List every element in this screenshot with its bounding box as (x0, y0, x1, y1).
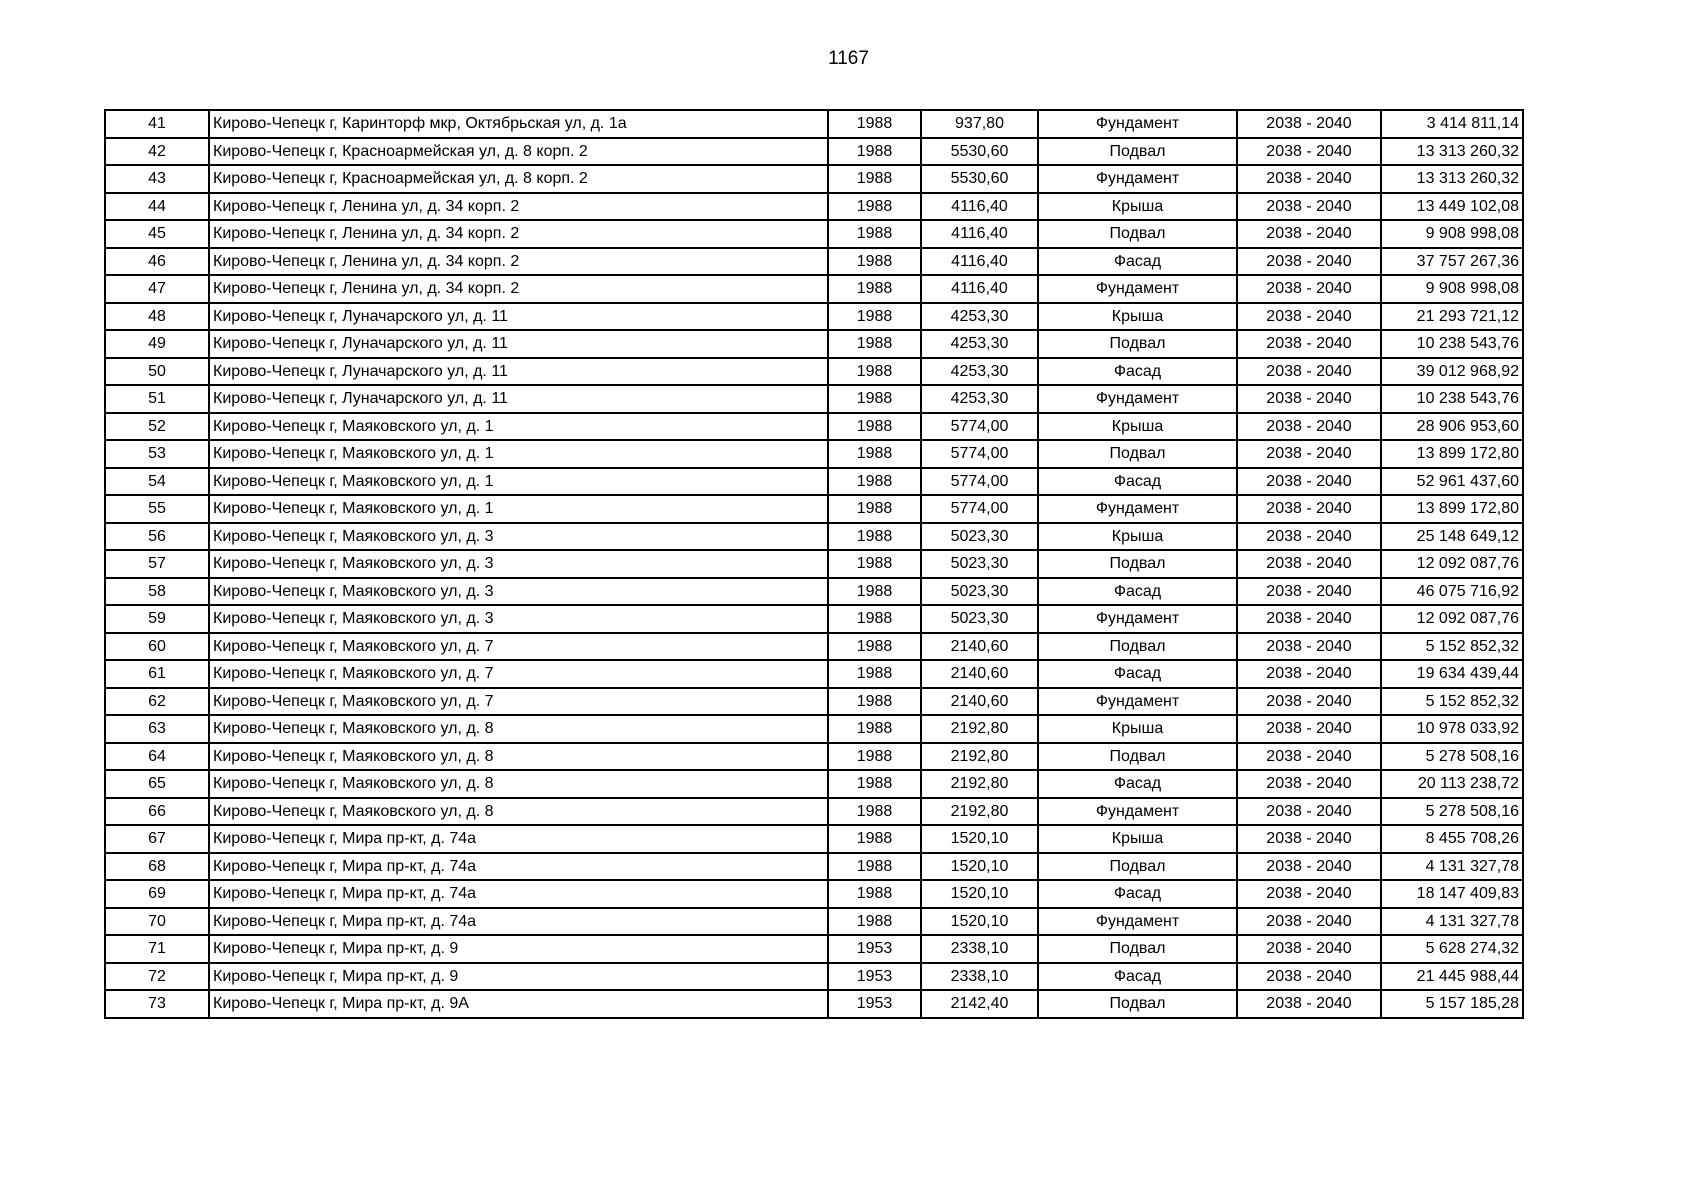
table-row (105, 990, 1523, 1018)
area-cell: 5774,00 (921, 413, 1038, 441)
table-row (105, 165, 1523, 193)
repair-period-cell: 2038 - 2040 (1237, 605, 1381, 633)
repair-period-cell: 2038 - 2040 (1237, 413, 1381, 441)
area-cell: 1520,10 (921, 908, 1038, 936)
structural-element-cell: Крыша (1038, 193, 1237, 221)
row-number-cell: 44 (105, 193, 209, 221)
row-number-cell: 59 (105, 605, 209, 633)
structural-element-cell: Подвал (1038, 330, 1237, 358)
address-cell: Кирово-Чепецк г, Мира пр-кт, д. 74а (209, 853, 828, 881)
row-number-cell: 68 (105, 853, 209, 881)
structural-element-cell: Крыша (1038, 303, 1237, 331)
build-year-cell: 1988 (828, 220, 921, 248)
repair-period-cell: 2038 - 2040 (1237, 523, 1381, 551)
build-year-cell: 1988 (828, 248, 921, 276)
cost-cell: 13 313 260,32 (1381, 138, 1523, 166)
build-year-cell: 1988 (828, 743, 921, 771)
area-cell: 4253,30 (921, 330, 1038, 358)
build-year-cell: 1988 (828, 110, 921, 138)
area-cell: 2140,60 (921, 660, 1038, 688)
table-row (105, 963, 1523, 991)
repair-period-cell: 2038 - 2040 (1237, 688, 1381, 716)
area-cell: 4116,40 (921, 220, 1038, 248)
build-year-cell: 1988 (828, 688, 921, 716)
row-number-cell: 55 (105, 495, 209, 523)
area-cell: 4116,40 (921, 275, 1038, 303)
cost-cell: 3 414 811,14 (1381, 110, 1523, 138)
row-number-cell: 49 (105, 330, 209, 358)
area-cell: 4116,40 (921, 193, 1038, 221)
cost-cell: 18 147 409,83 (1381, 880, 1523, 908)
build-year-cell: 1953 (828, 963, 921, 991)
build-year-cell: 1988 (828, 605, 921, 633)
table-row (105, 220, 1523, 248)
address-cell: Кирово-Чепецк г, Маяковского ул, д. 8 (209, 743, 828, 771)
repair-period-cell: 2038 - 2040 (1237, 193, 1381, 221)
repair-period-cell: 2038 - 2040 (1237, 633, 1381, 661)
build-year-cell: 1988 (828, 908, 921, 936)
row-number-cell: 53 (105, 440, 209, 468)
address-cell: Кирово-Чепецк г, Маяковского ул, д. 7 (209, 688, 828, 716)
repair-period-cell: 2038 - 2040 (1237, 990, 1381, 1018)
cost-cell: 5 152 852,32 (1381, 688, 1523, 716)
area-cell: 4253,30 (921, 303, 1038, 331)
table-row (105, 303, 1523, 331)
buildings-table (104, 109, 1524, 1019)
address-cell: Кирово-Чепецк г, Ленина ул, д. 34 корп. 2 (209, 193, 828, 221)
table-row (105, 853, 1523, 881)
table-row (105, 413, 1523, 441)
build-year-cell: 1988 (828, 633, 921, 661)
table-row (105, 330, 1523, 358)
structural-element-cell: Фундамент (1038, 495, 1237, 523)
table-row (105, 880, 1523, 908)
area-cell: 2192,80 (921, 715, 1038, 743)
structural-element-cell: Фундамент (1038, 165, 1237, 193)
address-cell: Кирово-Чепецк г, Маяковского ул, д. 1 (209, 413, 828, 441)
cost-cell: 9 908 998,08 (1381, 275, 1523, 303)
build-year-cell: 1988 (828, 660, 921, 688)
area-cell: 5023,30 (921, 550, 1038, 578)
build-year-cell: 1988 (828, 495, 921, 523)
area-cell: 1520,10 (921, 880, 1038, 908)
cost-cell: 12 092 087,76 (1381, 550, 1523, 578)
row-number-cell: 56 (105, 523, 209, 551)
cost-cell: 21 445 988,44 (1381, 963, 1523, 991)
row-number-cell: 62 (105, 688, 209, 716)
address-cell: Кирово-Чепецк г, Мира пр-кт, д. 9 (209, 963, 828, 991)
area-cell: 5774,00 (921, 468, 1038, 496)
cost-cell: 5 278 508,16 (1381, 743, 1523, 771)
repair-period-cell: 2038 - 2040 (1237, 853, 1381, 881)
address-cell: Кирово-Чепецк г, Маяковского ул, д. 1 (209, 495, 828, 523)
table-row (105, 495, 1523, 523)
address-cell: Кирово-Чепецк г, Маяковского ул, д. 1 (209, 440, 828, 468)
area-cell: 5774,00 (921, 495, 1038, 523)
table-row (105, 523, 1523, 551)
row-number-cell: 46 (105, 248, 209, 276)
area-cell: 2142,40 (921, 990, 1038, 1018)
structural-element-cell: Фасад (1038, 660, 1237, 688)
address-cell: Кирово-Чепецк г, Красноармейская ул, д. 8 корп. 2 (209, 165, 828, 193)
structural-element-cell: Подвал (1038, 633, 1237, 661)
address-cell: Кирово-Чепецк г, Ленина ул, д. 34 корп. 2 (209, 220, 828, 248)
cost-cell: 20 113 238,72 (1381, 770, 1523, 798)
cost-cell: 39 012 968,92 (1381, 358, 1523, 386)
structural-element-cell: Фундамент (1038, 385, 1237, 413)
structural-element-cell: Фасад (1038, 963, 1237, 991)
structural-element-cell: Фасад (1038, 248, 1237, 276)
structural-element-cell: Фасад (1038, 880, 1237, 908)
build-year-cell: 1988 (828, 550, 921, 578)
build-year-cell: 1988 (828, 358, 921, 386)
repair-period-cell: 2038 - 2040 (1237, 963, 1381, 991)
area-cell: 2338,10 (921, 963, 1038, 991)
table-row (105, 138, 1523, 166)
area-cell: 5530,60 (921, 138, 1038, 166)
row-number-cell: 41 (105, 110, 209, 138)
cost-cell: 21 293 721,12 (1381, 303, 1523, 331)
table-row (105, 660, 1523, 688)
structural-element-cell: Фасад (1038, 358, 1237, 386)
cost-cell: 8 455 708,26 (1381, 825, 1523, 853)
build-year-cell: 1953 (828, 935, 921, 963)
cost-cell: 4 131 327,78 (1381, 853, 1523, 881)
address-cell: Кирово-Чепецк г, Маяковского ул, д. 7 (209, 633, 828, 661)
row-number-cell: 72 (105, 963, 209, 991)
repair-period-cell: 2038 - 2040 (1237, 495, 1381, 523)
row-number-cell: 69 (105, 880, 209, 908)
address-cell: Кирово-Чепецк г, Маяковского ул, д. 3 (209, 578, 828, 606)
structural-element-cell: Фундамент (1038, 908, 1237, 936)
table-row (105, 798, 1523, 826)
cost-cell: 19 634 439,44 (1381, 660, 1523, 688)
build-year-cell: 1988 (828, 413, 921, 441)
build-year-cell: 1988 (828, 715, 921, 743)
row-number-cell: 54 (105, 468, 209, 496)
row-number-cell: 43 (105, 165, 209, 193)
build-year-cell: 1988 (828, 578, 921, 606)
cost-cell: 25 148 649,12 (1381, 523, 1523, 551)
cost-cell: 5 152 852,32 (1381, 633, 1523, 661)
repair-period-cell: 2038 - 2040 (1237, 275, 1381, 303)
address-cell: Кирово-Чепецк г, Маяковского ул, д. 3 (209, 550, 828, 578)
address-cell: Кирово-Чепецк г, Ленина ул, д. 34 корп. 2 (209, 275, 828, 303)
repair-period-cell: 2038 - 2040 (1237, 248, 1381, 276)
repair-period-cell: 2038 - 2040 (1237, 110, 1381, 138)
row-number-cell: 42 (105, 138, 209, 166)
structural-element-cell: Фундамент (1038, 605, 1237, 633)
cost-cell: 12 092 087,76 (1381, 605, 1523, 633)
table-row (105, 825, 1523, 853)
repair-period-cell: 2038 - 2040 (1237, 935, 1381, 963)
table-row (105, 908, 1523, 936)
repair-period-cell: 2038 - 2040 (1237, 578, 1381, 606)
row-number-cell: 60 (105, 633, 209, 661)
structural-element-cell: Крыша (1038, 523, 1237, 551)
address-cell: Кирово-Чепецк г, Маяковского ул, д. 1 (209, 468, 828, 496)
area-cell: 2192,80 (921, 798, 1038, 826)
row-number-cell: 51 (105, 385, 209, 413)
address-cell: Кирово-Чепецк г, Маяковского ул, д. 3 (209, 605, 828, 633)
cost-cell: 46 075 716,92 (1381, 578, 1523, 606)
structural-element-cell: Фундамент (1038, 688, 1237, 716)
area-cell: 1520,10 (921, 825, 1038, 853)
row-number-cell: 70 (105, 908, 209, 936)
structural-element-cell: Фасад (1038, 578, 1237, 606)
address-cell: Кирово-Чепецк г, Мира пр-кт, д. 74а (209, 908, 828, 936)
table-row (105, 110, 1523, 138)
build-year-cell: 1988 (828, 825, 921, 853)
address-cell: Кирово-Чепецк г, Красноармейская ул, д. 8 корп. 2 (209, 138, 828, 166)
row-number-cell: 71 (105, 935, 209, 963)
area-cell: 2140,60 (921, 688, 1038, 716)
repair-period-cell: 2038 - 2040 (1237, 825, 1381, 853)
structural-element-cell: Подвал (1038, 853, 1237, 881)
row-number-cell: 63 (105, 715, 209, 743)
structural-element-cell: Подвал (1038, 935, 1237, 963)
area-cell: 4253,30 (921, 385, 1038, 413)
area-cell: 5023,30 (921, 578, 1038, 606)
cost-cell: 5 278 508,16 (1381, 798, 1523, 826)
build-year-cell: 1953 (828, 990, 921, 1018)
area-cell: 2140,60 (921, 633, 1038, 661)
repair-period-cell: 2038 - 2040 (1237, 165, 1381, 193)
row-number-cell: 57 (105, 550, 209, 578)
build-year-cell: 1988 (828, 880, 921, 908)
row-number-cell: 48 (105, 303, 209, 331)
structural-element-cell: Крыша (1038, 413, 1237, 441)
structural-element-cell: Крыша (1038, 715, 1237, 743)
structural-element-cell: Фундамент (1038, 798, 1237, 826)
area-cell: 1520,10 (921, 853, 1038, 881)
cost-cell: 5 157 185,28 (1381, 990, 1523, 1018)
structural-element-cell: Подвал (1038, 990, 1237, 1018)
area-cell: 2192,80 (921, 743, 1038, 771)
row-number-cell: 64 (105, 743, 209, 771)
table-row (105, 715, 1523, 743)
repair-period-cell: 2038 - 2040 (1237, 468, 1381, 496)
cost-cell: 52 961 437,60 (1381, 468, 1523, 496)
structural-element-cell: Фундамент (1038, 110, 1237, 138)
address-cell: Кирово-Чепецк г, Мира пр-кт, д. 74а (209, 880, 828, 908)
structural-element-cell: Подвал (1038, 220, 1237, 248)
address-cell: Кирово-Чепецк г, Мира пр-кт, д. 74а (209, 825, 828, 853)
cost-cell: 5 628 274,32 (1381, 935, 1523, 963)
repair-period-cell: 2038 - 2040 (1237, 770, 1381, 798)
repair-period-cell: 2038 - 2040 (1237, 660, 1381, 688)
address-cell: Кирово-Чепецк г, Маяковского ул, д. 7 (209, 660, 828, 688)
repair-period-cell: 2038 - 2040 (1237, 880, 1381, 908)
structural-element-cell: Крыша (1038, 825, 1237, 853)
row-number-cell: 65 (105, 770, 209, 798)
structural-element-cell: Подвал (1038, 138, 1237, 166)
cost-cell: 13 899 172,80 (1381, 495, 1523, 523)
table-row (105, 275, 1523, 303)
row-number-cell: 58 (105, 578, 209, 606)
row-number-cell: 47 (105, 275, 209, 303)
build-year-cell: 1988 (828, 770, 921, 798)
build-year-cell: 1988 (828, 440, 921, 468)
area-cell: 2192,80 (921, 770, 1038, 798)
table-row (105, 193, 1523, 221)
address-cell: Кирово-Чепецк г, Мира пр-кт, д. 9 (209, 935, 828, 963)
repair-period-cell: 2038 - 2040 (1237, 385, 1381, 413)
repair-period-cell: 2038 - 2040 (1237, 138, 1381, 166)
area-cell: 2338,10 (921, 935, 1038, 963)
table-row (105, 550, 1523, 578)
build-year-cell: 1988 (828, 385, 921, 413)
cost-cell: 10 978 033,92 (1381, 715, 1523, 743)
repair-period-cell: 2038 - 2040 (1237, 303, 1381, 331)
build-year-cell: 1988 (828, 798, 921, 826)
build-year-cell: 1988 (828, 523, 921, 551)
repair-period-cell: 2038 - 2040 (1237, 715, 1381, 743)
address-cell: Кирово-Чепецк г, Маяковского ул, д. 8 (209, 770, 828, 798)
address-cell: Кирово-Чепецк г, Луначарского ул, д. 11 (209, 303, 828, 331)
row-number-cell: 52 (105, 413, 209, 441)
table-row (105, 633, 1523, 661)
table-row (105, 440, 1523, 468)
area-cell: 4116,40 (921, 248, 1038, 276)
cost-cell: 13 449 102,08 (1381, 193, 1523, 221)
table-row (105, 770, 1523, 798)
cost-cell: 10 238 543,76 (1381, 385, 1523, 413)
address-cell: Кирово-Чепецк г, Луначарского ул, д. 11 (209, 358, 828, 386)
table-row (105, 248, 1523, 276)
row-number-cell: 45 (105, 220, 209, 248)
build-year-cell: 1988 (828, 853, 921, 881)
repair-period-cell: 2038 - 2040 (1237, 798, 1381, 826)
cost-cell: 9 908 998,08 (1381, 220, 1523, 248)
row-number-cell: 61 (105, 660, 209, 688)
structural-element-cell: Фасад (1038, 770, 1237, 798)
table-row (105, 605, 1523, 633)
row-number-cell: 73 (105, 990, 209, 1018)
area-cell: 937,80 (921, 110, 1038, 138)
area-cell: 5023,30 (921, 605, 1038, 633)
structural-element-cell: Подвал (1038, 743, 1237, 771)
table-row (105, 743, 1523, 771)
build-year-cell: 1988 (828, 138, 921, 166)
repair-period-cell: 2038 - 2040 (1237, 440, 1381, 468)
address-cell: Кирово-Чепецк г, Луначарского ул, д. 11 (209, 385, 828, 413)
build-year-cell: 1988 (828, 165, 921, 193)
build-year-cell: 1988 (828, 303, 921, 331)
structural-element-cell: Фундамент (1038, 275, 1237, 303)
row-number-cell: 67 (105, 825, 209, 853)
build-year-cell: 1988 (828, 330, 921, 358)
table-body (105, 110, 1523, 1018)
repair-period-cell: 2038 - 2040 (1237, 220, 1381, 248)
structural-element-cell: Подвал (1038, 550, 1237, 578)
address-cell: Кирово-Чепецк г, Луначарского ул, д. 11 (209, 330, 828, 358)
address-cell: Кирово-Чепецк г, Маяковского ул, д. 3 (209, 523, 828, 551)
row-number-cell: 66 (105, 798, 209, 826)
area-cell: 5023,30 (921, 523, 1038, 551)
build-year-cell: 1988 (828, 275, 921, 303)
address-cell: Кирово-Чепецк г, Маяковского ул, д. 8 (209, 798, 828, 826)
cost-cell: 10 238 543,76 (1381, 330, 1523, 358)
structural-element-cell: Подвал (1038, 440, 1237, 468)
table-row (105, 688, 1523, 716)
address-cell: Кирово-Чепецк г, Ленина ул, д. 34 корп. 2 (209, 248, 828, 276)
repair-period-cell: 2038 - 2040 (1237, 743, 1381, 771)
repair-period-cell: 2038 - 2040 (1237, 330, 1381, 358)
table-row (105, 935, 1523, 963)
table-row (105, 578, 1523, 606)
table-row (105, 358, 1523, 386)
build-year-cell: 1988 (828, 193, 921, 221)
address-cell: Кирово-Чепецк г, Маяковского ул, д. 8 (209, 715, 828, 743)
row-number-cell: 50 (105, 358, 209, 386)
area-cell: 5530,60 (921, 165, 1038, 193)
cost-cell: 28 906 953,60 (1381, 413, 1523, 441)
area-cell: 5774,00 (921, 440, 1038, 468)
build-year-cell: 1988 (828, 468, 921, 496)
cost-cell: 37 757 267,36 (1381, 248, 1523, 276)
cost-cell: 4 131 327,78 (1381, 908, 1523, 936)
table-row (105, 468, 1523, 496)
repair-period-cell: 2038 - 2040 (1237, 908, 1381, 936)
cost-cell: 13 899 172,80 (1381, 440, 1523, 468)
area-cell: 4253,30 (921, 358, 1038, 386)
address-cell: Кирово-Чепецк г, Мира пр-кт, д. 9А (209, 990, 828, 1018)
repair-period-cell: 2038 - 2040 (1237, 358, 1381, 386)
address-cell: Кирово-Чепецк г, Каринторф мкр, Октябрьская ул, д. 1а (209, 110, 828, 138)
repair-period-cell: 2038 - 2040 (1237, 550, 1381, 578)
table-row (105, 385, 1523, 413)
page-number: 1167 (828, 48, 869, 69)
cost-cell: 13 313 260,32 (1381, 165, 1523, 193)
structural-element-cell: Фасад (1038, 468, 1237, 496)
